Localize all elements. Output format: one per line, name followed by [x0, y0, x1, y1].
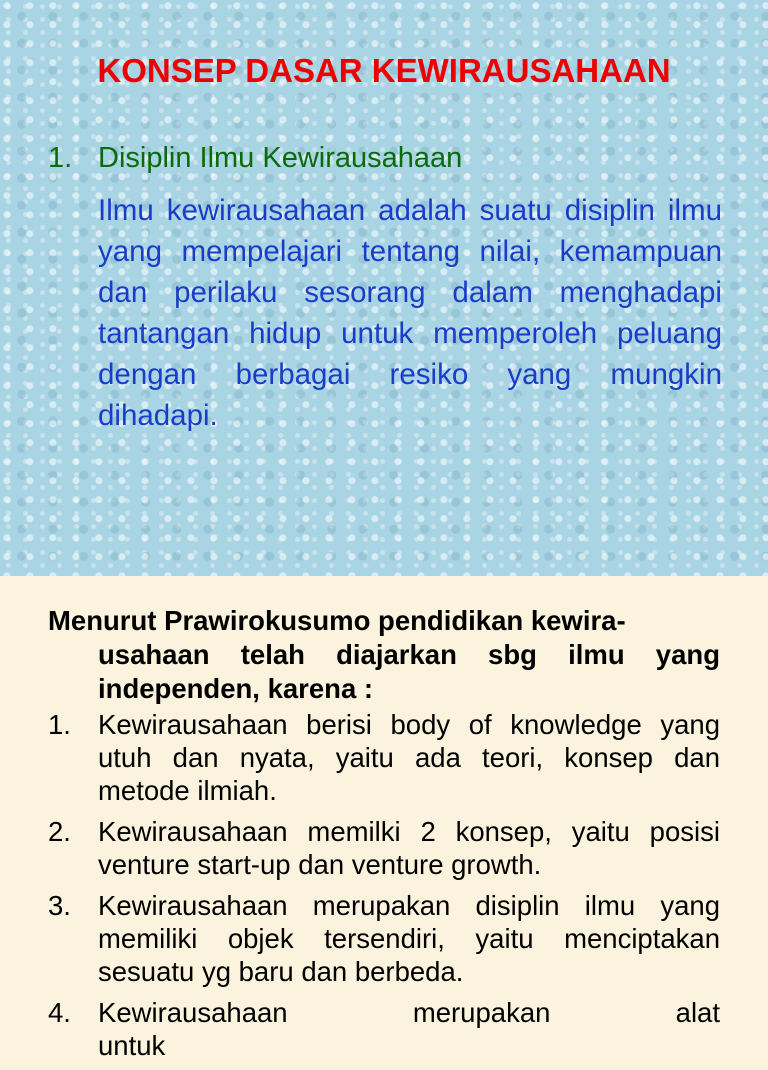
list-number: 1.: [48, 709, 71, 740]
list-item: [48, 708, 720, 807]
list-number: 2.: [48, 816, 71, 847]
intro-first-line: Menurut Prawirokusumo pendidikan kewira-: [48, 605, 626, 636]
list-number: 3.: [48, 890, 71, 921]
list-text: Kewirausahaan memilki 2 konsep, yaitu posisi venture start-up dan venture growth.: [98, 816, 720, 880]
reasons-list: [48, 708, 720, 1070]
definition-paragraph: Ilmu kewirausahaan adalah suatu disiplin ilmu yang mempelajari tentang nilai, kemampuan dan perilaku sesorang dalam menghadapi tantangan hidup untuk memperoleh peluang dengan berbagai resiko yang mungkin dihadapi.: [98, 194, 722, 432]
list-number: 4.: [48, 997, 71, 1028]
slide-2: [0, 576, 768, 1061]
section-number: 1.: [48, 142, 73, 174]
intro-continuation: usahaan telah diajarkan sbg ilmu yang independen, karena :: [98, 639, 720, 704]
intro-paragraph: [48, 604, 720, 706]
list-text: Kewirausahaan berisi body of knowledge yang utuh dan nyata, yaitu ada teori, konsep dan metode ilmiah.: [98, 709, 720, 806]
list-text: Kewirausahaan merupakan disiplin ilmu yang memiliki objek tersendiri, yaitu menciptakan sesuatu yg baru dan berbeda.: [98, 890, 720, 987]
section-heading-text: Disiplin Ilmu Kewirausahaan: [98, 142, 463, 174]
list-item: [48, 889, 720, 988]
list-text: Kewirausahaan merupakan alat untuk: [98, 997, 720, 1061]
slide-title: KONSEP DASAR KEWIRAUSAHAAN: [97, 52, 671, 89]
list-item: [48, 815, 720, 881]
section-heading: [48, 142, 462, 175]
list-item: [48, 996, 720, 1062]
